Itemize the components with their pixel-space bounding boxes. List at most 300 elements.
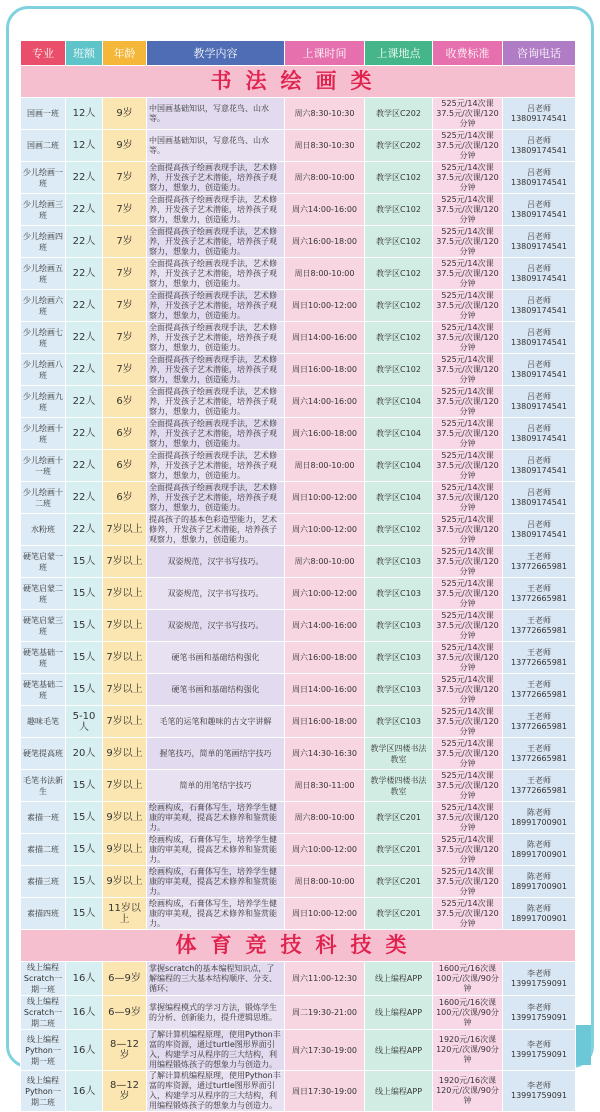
col-header-content: 教学内容: [147, 41, 285, 66]
course-content: 全面提高孩子绘画表现手法，艺术修养，开发孩子艺术潜能，培养孩子观察力，想象力，创造能力。: [147, 194, 285, 226]
class-place: 教学区C201: [365, 834, 433, 866]
class-size: 15人: [66, 642, 103, 674]
age-requirement: 9岁以上: [103, 834, 147, 866]
fee: [433, 258, 503, 290]
course-name: 少儿绘画十一班: [21, 450, 66, 482]
age-requirement: 7岁: [103, 258, 147, 290]
course-content: 简单的用笔结字技巧: [147, 770, 285, 802]
phone-number[interactable]: 13772665981: [511, 657, 567, 667]
course-name: 线上编程Python一期二班: [21, 1071, 66, 1112]
age-requirement: 6岁: [103, 482, 147, 514]
class-time: 周日10:00-12:00: [285, 482, 365, 514]
class-time: 周二19:30-21:00: [285, 996, 365, 1030]
class-time: 周六16:00-18:00: [285, 642, 365, 674]
course-name: 少儿绘画五班: [21, 258, 66, 290]
table-row: [21, 996, 576, 1030]
class-size: 16人: [66, 1071, 103, 1112]
phone-number[interactable]: 13772665981: [511, 593, 567, 603]
phone-number[interactable]: 13809174541: [511, 177, 567, 187]
teacher-name: 王老师: [527, 775, 551, 785]
course-name: 素描四班: [21, 898, 66, 930]
course-name: 少儿绘画十班: [21, 418, 66, 450]
class-time: 周日8:00-10:00: [285, 450, 365, 482]
teacher-name: 王老师: [527, 583, 551, 593]
class-place: 教学区C103: [365, 642, 433, 674]
phone-number[interactable]: 13809174541: [511, 497, 567, 507]
teacher-name: 吕老师: [527, 519, 551, 529]
fee-total: 525元/14次课: [441, 290, 494, 300]
fee-total: 1600元/16次课: [438, 997, 497, 1007]
age-requirement: 7岁: [103, 226, 147, 258]
table-row: [21, 130, 576, 162]
contact: [503, 770, 576, 802]
fee-per-class: 37.5元/次课/120分钟: [436, 492, 499, 512]
class-size: 22人: [66, 354, 103, 386]
teacher-name: 吕老师: [527, 231, 551, 241]
teacher-name: 王老师: [527, 551, 551, 561]
table-row: [21, 1030, 576, 1071]
fee-per-class: 37.5元/次课/120分钟: [436, 204, 499, 224]
class-place: 教学区C103: [365, 706, 433, 738]
table-row: [21, 546, 576, 578]
table-row: [21, 290, 576, 322]
class-size: 22人: [66, 226, 103, 258]
fee: [433, 706, 503, 738]
fee: [433, 514, 503, 546]
phone-number[interactable]: 13809174541: [511, 401, 567, 411]
class-size: 22人: [66, 450, 103, 482]
table-row: [21, 610, 576, 642]
fee-total: 525元/14次课: [441, 98, 494, 108]
fee-per-class: 37.5元/次课/120分钟: [436, 620, 499, 640]
teacher-name: 吕老师: [527, 423, 551, 433]
fee-per-class: 120元/次课/90分钟: [436, 1045, 499, 1064]
teacher-name: 吕老师: [527, 263, 551, 273]
class-place: 教学区C103: [365, 610, 433, 642]
table-row: [21, 226, 576, 258]
fee-per-class: 37.5元/次课/120分钟: [436, 460, 499, 480]
course-name: 毛笔书法新生: [21, 770, 66, 802]
phone-number[interactable]: 13809174541: [511, 529, 567, 539]
course-content: 绘画构成，石膏体写生，培养学生健康的审美观，提高艺术修养和鉴赏能力。: [147, 834, 285, 866]
class-time: 周日8:00-10:00: [285, 258, 365, 290]
class-place: 教学区C104: [365, 418, 433, 450]
col-header-phone: 咨询电话: [503, 41, 576, 66]
class-size: 12人: [66, 98, 103, 130]
class-time: 周日8:00-10:00: [285, 866, 365, 898]
fee-total: 525元/14次课: [441, 802, 494, 812]
course-content: 硬笔书画和基础结构强化: [147, 642, 285, 674]
contact: [503, 834, 576, 866]
course-content: 掌握编程模式的学习方法，锻炼学生的分析、创新能力，提升逻辑思维。: [147, 996, 285, 1030]
fee-per-class: 37.5元/次课/120分钟: [436, 844, 499, 864]
phone-number[interactable]: 13809174541: [511, 433, 567, 443]
class-size: 22人: [66, 290, 103, 322]
course-name: 素描一班: [21, 802, 66, 834]
course-name: 少儿绘画四班: [21, 226, 66, 258]
class-size: 22人: [66, 194, 103, 226]
fee-per-class: 37.5元/次课/120分钟: [436, 108, 499, 128]
class-size: 15人: [66, 770, 103, 802]
class-place: 教学区C104: [365, 386, 433, 418]
contact: [503, 386, 576, 418]
course-content: 中国画基础知识，写意花鸟、山水等。: [147, 98, 285, 130]
fee: [433, 1030, 503, 1071]
fee-per-class: 37.5元/次课/120分钟: [436, 556, 499, 576]
course-content: 双姿规范，汉字书写技巧。: [147, 546, 285, 578]
teacher-name: 王老师: [527, 711, 551, 721]
fee: [433, 802, 503, 834]
class-place: 教学区C102: [365, 354, 433, 386]
section-title: 书法绘画类: [21, 66, 576, 98]
teacher-name: 李老师: [527, 968, 551, 978]
class-size: 22人: [66, 258, 103, 290]
fee-total: 525元/14次课: [441, 354, 494, 364]
age-requirement: 7岁以上: [103, 578, 147, 610]
col-header-place: 上课地点: [365, 41, 433, 66]
class-time: 周六16:00-18:00: [285, 418, 365, 450]
course-name: 硬笔启蒙二班: [21, 578, 66, 610]
fee: [433, 962, 503, 996]
class-time: 周六8:30-10:30: [285, 98, 365, 130]
class-size: 15人: [66, 898, 103, 930]
fee-total: 1920元/16次课: [438, 1035, 497, 1044]
fee: [433, 738, 503, 770]
fee: [433, 482, 503, 514]
course-name: 少儿绘画十二班: [21, 482, 66, 514]
fee-per-class: 37.5元/次课/120分钟: [436, 780, 499, 800]
table-row: [21, 898, 576, 930]
age-requirement: 7岁以上: [103, 706, 147, 738]
fee-per-class: 37.5元/次课/120分钟: [436, 172, 499, 192]
phone-number[interactable]: 13809174541: [511, 465, 567, 475]
fee-per-class: 37.5元/次课/120分钟: [436, 684, 499, 704]
table-row: [21, 258, 576, 290]
class-time: 周六8:00-10:00: [285, 162, 365, 194]
teacher-name: 李老师: [527, 1040, 551, 1049]
phone-number[interactable]: 13809174541: [511, 113, 567, 123]
contact: [503, 226, 576, 258]
fee-total: 525元/14次课: [441, 610, 494, 620]
contact: [503, 194, 576, 226]
phone-number[interactable]: 13991759091: [511, 1050, 567, 1059]
phone-number[interactable]: 13772665981: [511, 785, 567, 795]
course-content: 绘画构成，石膏体写生，培养学生健康的审美观，提高艺术修养和鉴赏能力。: [147, 802, 285, 834]
fee-per-class: 37.5元/次课/120分钟: [436, 268, 499, 288]
age-requirement: 7岁以上: [103, 674, 147, 706]
age-requirement: 8—12岁: [103, 1030, 147, 1071]
class-size: 16人: [66, 996, 103, 1030]
table-row: [21, 1071, 576, 1112]
course-name: 水粉班: [21, 514, 66, 546]
fee-total: 1600元/16次课: [438, 963, 497, 973]
teacher-name: 吕老师: [527, 327, 551, 337]
phone-number[interactable]: 18991700901: [511, 913, 567, 923]
teacher-name: 陈老师: [527, 903, 551, 913]
class-size: 22人: [66, 418, 103, 450]
phone-number[interactable]: 13772665981: [511, 561, 567, 571]
fee-per-class: 37.5元/次课/120分钟: [436, 908, 499, 928]
phone-number[interactable]: 13991759091: [511, 1091, 567, 1100]
class-time: 周六16:00-18:00: [285, 226, 365, 258]
age-requirement: 8—12岁: [103, 1071, 147, 1112]
table-row: [21, 578, 576, 610]
phone-number[interactable]: 13991759091: [511, 1012, 567, 1022]
phone-number[interactable]: 13809174541: [511, 273, 567, 283]
table-row: [21, 514, 576, 546]
teacher-name: 吕老师: [527, 135, 551, 145]
phone-number[interactable]: 13772665981: [511, 753, 567, 763]
phone-number[interactable]: 13809174541: [511, 209, 567, 219]
table-row: [21, 194, 576, 226]
table-row: [21, 834, 576, 866]
table-row: [21, 802, 576, 834]
course-content: 全面提高孩子绘画表现手法，艺术修养，开发孩子艺术潜能，培养孩子观察力，想象力，创造能力。: [147, 162, 285, 194]
class-time: 周日16:00-18:00: [285, 706, 365, 738]
fee-per-class: 37.5元/次课/120分钟: [436, 652, 499, 672]
course-schedule: [20, 40, 575, 1112]
section-title-row: [21, 930, 576, 962]
fee: [433, 1071, 503, 1112]
class-time: 周日14:00-16:00: [285, 322, 365, 354]
age-requirement: 6岁: [103, 386, 147, 418]
fee-per-class: 37.5元/次课/120分钟: [436, 236, 499, 256]
fee: [433, 194, 503, 226]
contact: [503, 962, 576, 996]
course-name: 素描二班: [21, 834, 66, 866]
teacher-name: 王老师: [527, 743, 551, 753]
age-requirement: 7岁: [103, 194, 147, 226]
class-place: 教学区C201: [365, 802, 433, 834]
class-time: 周六14:00-16:00: [285, 386, 365, 418]
class-place: 教学楼四楼书法教室: [365, 770, 433, 802]
col-header-class-size: 班额: [66, 41, 103, 66]
contact: [503, 98, 576, 130]
contact: [503, 706, 576, 738]
fee: [433, 418, 503, 450]
class-size: 22人: [66, 482, 103, 514]
course-content: 提高孩子的基本色彩造型能力，艺术修养，开发孩子艺术潜能，培养孩子观察力，想象力，创造能力。: [147, 514, 285, 546]
contact: [503, 258, 576, 290]
course-content: 全面提高孩子绘画表现手法，艺术修养，开发孩子艺术潜能，培养孩子观察力，想象力，创造能力。: [147, 290, 285, 322]
col-header-time: 上课时间: [285, 41, 365, 66]
teacher-name: 陈老师: [527, 807, 551, 817]
class-place: 教学区C103: [365, 546, 433, 578]
class-place: 教学区C102: [365, 514, 433, 546]
phone-number[interactable]: 13772665981: [511, 689, 567, 699]
teacher-name: 王老师: [527, 615, 551, 625]
phone-number[interactable]: 13809174541: [511, 337, 567, 347]
age-requirement: 7岁以上: [103, 770, 147, 802]
phone-number[interactable]: 13991759091: [511, 978, 567, 988]
class-time: 周六14:00-16:00: [285, 610, 365, 642]
age-requirement: 7岁: [103, 354, 147, 386]
fee: [433, 642, 503, 674]
fee-total: 525元/14次课: [441, 418, 494, 428]
contact: [503, 996, 576, 1030]
class-size: 22人: [66, 514, 103, 546]
fee-total: 525元/14次课: [441, 322, 494, 332]
table-row: [21, 354, 576, 386]
fee: [433, 674, 503, 706]
course-name: 国画一班: [21, 98, 66, 130]
fee: [433, 162, 503, 194]
class-size: 22人: [66, 322, 103, 354]
age-requirement: 9岁以上: [103, 802, 147, 834]
class-place: 教学区C201: [365, 898, 433, 930]
phone-number[interactable]: 13809174541: [511, 145, 567, 155]
course-content: 全面提高孩子绘画表现手法，艺术修养，开发孩子艺术潜能，培养孩子观察力，想象力，创造能力。: [147, 226, 285, 258]
course-table: [20, 40, 576, 1112]
table-row: [21, 98, 576, 130]
col-header-major: 专业: [21, 41, 66, 66]
teacher-name: 王老师: [527, 679, 551, 689]
class-size: 15人: [66, 802, 103, 834]
class-place: 教学区四楼书法教室: [365, 738, 433, 770]
fee: [433, 226, 503, 258]
class-place: 教学区C202: [365, 130, 433, 162]
contact: [503, 802, 576, 834]
course-content: 毛笔的运笔和趣味的古文字讲解: [147, 706, 285, 738]
fee-total: 525元/14次课: [441, 706, 494, 716]
fee: [433, 98, 503, 130]
fee-total: 525元/14次课: [441, 898, 494, 908]
contact: [503, 866, 576, 898]
class-place: 线上编程APP: [365, 962, 433, 996]
fee-total: 525元/14次课: [441, 386, 494, 396]
class-place: 线上编程APP: [365, 1030, 433, 1071]
course-name: 线上编程Python一期一班: [21, 1030, 66, 1071]
col-header-fee: 收费标准: [433, 41, 503, 66]
class-size: 15人: [66, 834, 103, 866]
course-name: 硬笔基础二班: [21, 674, 66, 706]
contact: [503, 450, 576, 482]
teacher-name: 吕老师: [527, 359, 551, 369]
contact: [503, 738, 576, 770]
contact: [503, 642, 576, 674]
table-row: [21, 674, 576, 706]
contact: [503, 290, 576, 322]
course-content: 掌握scratch的基本编程知识点，了解编程的三大基本结构顺序、分支、循环；: [147, 962, 285, 996]
class-place: 教学区C102: [365, 194, 433, 226]
fee: [433, 322, 503, 354]
class-time: 周六14:00-16:00: [285, 194, 365, 226]
phone-number[interactable]: 13809174541: [511, 369, 567, 379]
fee-per-class: 37.5元/次课/120分钟: [436, 396, 499, 416]
fee: [433, 386, 503, 418]
teacher-name: 吕老师: [527, 199, 551, 209]
contact: [503, 610, 576, 642]
course-name: 素描三班: [21, 866, 66, 898]
age-requirement: 6—9岁: [103, 996, 147, 1030]
fee: [433, 610, 503, 642]
course-content: 全面提高孩子绘画表现手法，艺术修养，开发孩子艺术潜能，培养孩子观察力，想象力，创造能力。: [147, 418, 285, 450]
course-content: 握笔技巧，简单的笔画结字技巧: [147, 738, 285, 770]
fee: [433, 578, 503, 610]
fee-total: 1920元/16次课: [438, 1076, 497, 1085]
fee: [433, 996, 503, 1030]
fee-per-class: 37.5元/次课/120分钟: [436, 748, 499, 768]
age-requirement: 7岁: [103, 322, 147, 354]
fee-per-class: 37.5元/次课/120分钟: [436, 588, 499, 608]
phone-number[interactable]: 18991700901: [511, 849, 567, 859]
class-place: 教学区C104: [365, 450, 433, 482]
fee-total: 525元/14次课: [441, 738, 494, 748]
teacher-name: 王老师: [527, 647, 551, 657]
class-size: 15人: [66, 866, 103, 898]
phone-number[interactable]: 18991700901: [511, 881, 567, 891]
age-requirement: 7岁: [103, 290, 147, 322]
phone-number[interactable]: 13772665981: [511, 721, 567, 731]
teacher-name: 李老师: [527, 1002, 551, 1012]
teacher-name: 陈老师: [527, 871, 551, 881]
fee-total: 525元/14次课: [441, 642, 494, 652]
fee-total: 525元/14次课: [441, 226, 494, 236]
class-time: 周日14:00-16:00: [285, 674, 365, 706]
fee-total: 525元/14次课: [441, 450, 494, 460]
teacher-name: 吕老师: [527, 167, 551, 177]
contact: [503, 514, 576, 546]
class-time: 周日8:30-11:00: [285, 770, 365, 802]
teacher-name: 吕老师: [527, 487, 551, 497]
class-size: 5-10人: [66, 706, 103, 738]
phone-number[interactable]: 18991700901: [511, 817, 567, 827]
age-requirement: 7岁以上: [103, 514, 147, 546]
class-time: 周日10:00-12:00: [285, 898, 365, 930]
course-content: 全面提高孩子绘画表现手法，艺术修养，开发孩子艺术潜能，培养孩子观察力，想象力，创造能力。: [147, 322, 285, 354]
fee-per-class: 37.5元/次课/120分钟: [436, 140, 499, 160]
class-place: 线上编程APP: [365, 996, 433, 1030]
contact: [503, 322, 576, 354]
phone-number[interactable]: 13809174541: [511, 305, 567, 315]
course-name: 趣味毛笔: [21, 706, 66, 738]
phone-number[interactable]: 13809174541: [511, 241, 567, 251]
class-size: 16人: [66, 962, 103, 996]
class-time: 周日8:30-10:30: [285, 130, 365, 162]
class-place: 教学区C102: [365, 322, 433, 354]
fee-total: 525元/14次课: [441, 834, 494, 844]
section-title: 体育竞技科技类: [21, 930, 576, 962]
class-time: 周六8:00-10:00: [285, 546, 365, 578]
fee: [433, 866, 503, 898]
contact: [503, 1030, 576, 1071]
class-size: 12人: [66, 130, 103, 162]
age-requirement: 9岁以上: [103, 866, 147, 898]
fee-total: 525元/14次课: [441, 674, 494, 684]
section-sports-technology: [21, 930, 576, 1112]
table-row: [21, 482, 576, 514]
course-content: 了解计算机编程原理，使用Python丰富的库资源，通过turtle图形界面引入，构建学习从程序的三大结构，利用编程锻炼孩子的想象力与创造力。: [147, 1030, 285, 1071]
class-size: 15人: [66, 610, 103, 642]
class-place: 教学区C103: [365, 578, 433, 610]
course-name: 少儿绘画九班: [21, 386, 66, 418]
course-content: 绘画构成，石膏体写生，培养学生健康的审美观，提高艺术修养和鉴赏能力。: [147, 866, 285, 898]
age-requirement: 6岁: [103, 450, 147, 482]
class-time: 周六10:00-12:00: [285, 578, 365, 610]
course-name: 少儿绘画一班: [21, 162, 66, 194]
class-time: 周日16:00-18:00: [285, 354, 365, 386]
phone-number[interactable]: 13772665981: [511, 625, 567, 635]
section-title-row: [21, 66, 576, 98]
class-place: 教学区C102: [365, 162, 433, 194]
teacher-name: 吕老师: [527, 103, 551, 113]
table-row: [21, 386, 576, 418]
age-requirement: 7岁以上: [103, 610, 147, 642]
course-name: 国画二班: [21, 130, 66, 162]
fee: [433, 450, 503, 482]
teacher-name: 李老师: [527, 1081, 551, 1090]
class-size: 22人: [66, 162, 103, 194]
